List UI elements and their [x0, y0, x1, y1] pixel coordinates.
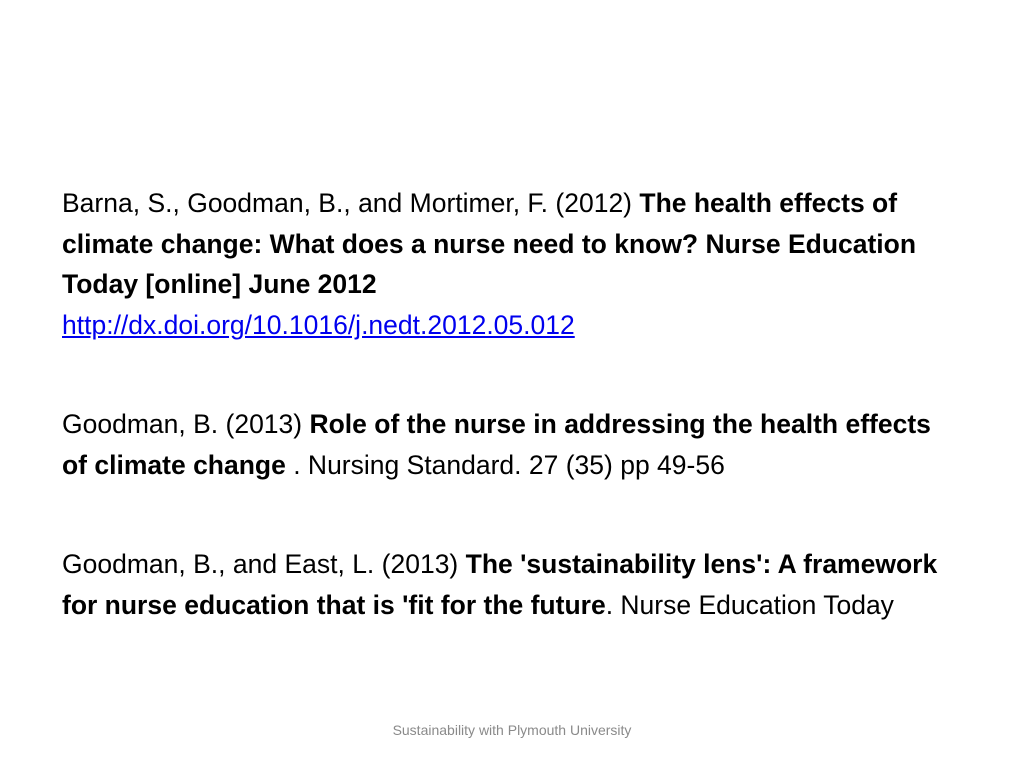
reference-item: [62, 544, 962, 625]
reference-doi-link[interactable]: http://dx.doi.org/10.1016/j.nedt.2012.05.012: [62, 309, 575, 340]
reference-authors: Goodman, B. (2013): [62, 409, 303, 439]
reference-title: Role of the nurse in addressing the health effects of climate change: [62, 409, 931, 480]
reference-source: . Nursing Standard. 27 (35) pp 49-56: [285, 449, 725, 480]
slide-footer: Sustainability with Plymouth University: [392, 722, 632, 738]
reference-title: The health effects of climate change: What does a nurse need to know? Nurse Education Today [online] June 2012: [62, 188, 917, 299]
reference-list: [62, 183, 962, 684]
reference-item: [62, 404, 962, 485]
reference-item: [62, 183, 962, 345]
reference-source: . Nurse Education Today: [605, 589, 894, 620]
reference-authors: Goodman, B., and East, L. (2013): [62, 549, 459, 579]
reference-authors: Barna, S., Goodman, B., and Mortimer, F. (2012): [62, 188, 633, 218]
reference-title: The 'sustainability lens': A framework for nurse education that is 'fit for the future: [62, 549, 938, 620]
